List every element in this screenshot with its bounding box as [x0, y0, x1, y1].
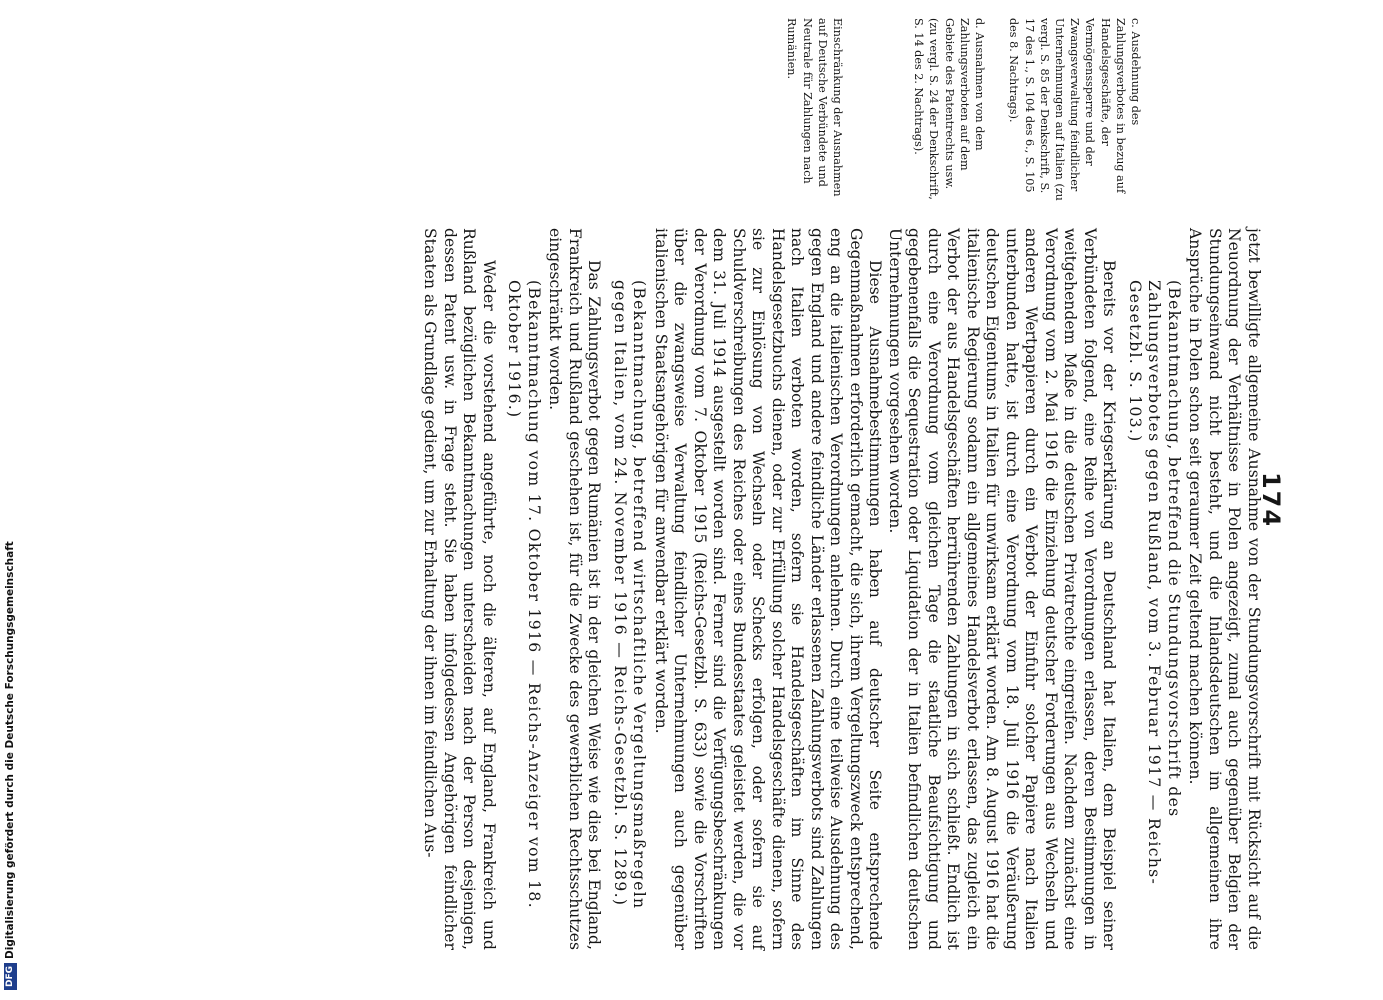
citation-italien: (Bekanntmachung, betreffend wirtschaftliche Vergeltungsmaßregeln gegen Italien, vom 24. November 1916 — Reichs-Gesetzbl. S. 1289.) — [611, 280, 649, 910]
paragraph-gegenmassnahmen: Diese Ausnahmebestimmungen haben auf deutscher Seite entsprechende Gegenmaßnahmen erforderlich gemacht, die sich, ihrem Vergeltungszweck entsprechend, eng an die italienischen Verordnungen anlehnen. Durch eine teilweise Ausdehnung des gegen England und andere feindliche Länder erlassenen Zahlungsverbots sind Zahlungen nach Italien verboten worden, sofern sie Handelsgeschäften im Sinne des Handelsgesetzbuchs dienen, oder zur Erfüllung solcher Handelsgeschäfte dienen, sofern sie zur Einlösung von Wechseln oder Schecks erfolgen, oder sofern sie auf Schuldverschreibungen des Reiches oder eines Bundesstaates geleistet werden, die vor dem 31. Juli 1914 ausgestellt worden sind. Ferner sind die Verfügungsbeschränkungen der Verordnung vom 7. Oktober 1915 (Reichs-Gesetzbl. S. 633) sowie die Vorschriften über die zwangsweise Verwaltung feindlicher Unternehmungen auch gegenüber italienischen Staatsangehörigen für anwendbar erklärt worden. — [652, 228, 885, 950]
paragraph-rumaenien: Das Zahlungsverbot gegen Rumänien ist in der gleichen Weise wie dies bei England, Frankreich und Rußland geschehen ist, für die Zwecke des gewerblichen Rechtsschutzes eingeschränkt worden. — [546, 228, 604, 950]
margin-note-d: d. Ausnahmen von dem Zahlungsverboten auf dem Gebiete des Patentrechts usw. (zu vergl. S. 24 der Denkschrift, S. 14 des 2. Nachtrags). — [912, 18, 986, 200]
paragraph-patent: Weder die vorstehend angeführte, noch die älteren, auf England, Frankreich und Rußland bezüglichen Bekanntmachungen unterscheiden nach der Person desjenigen, dessen Patent usw. in Frage steht. Sie haben infolgedessen Angehörigen feindlicher Staaten als Grundlage gedient, um zur Erhaltung der ihnen im feindlichen Aus- — [421, 228, 498, 950]
paragraph-italien-verordnungen: Bereits vor der Kriegserklärung an Deutschland hat Italien, dem Beispiel seiner Verbündeten folgend, eine Reihe von Verordnungen erlassen, deren Bestimmungen in weitgehendem Maße in die deutschen Privatrechte eingreifen. Nachdem zunächst eine Verordnung vom 2. Mai 1916 die Einziehung deutscher Forderungen aus Wechseln und anderen Wertpapieren durch ein Verbot der Einfuhr solcher Papiere nach Italien unterbunden hatte, ist durch eine Verordnung vom 18. Juli 1916 die Veräußerung deutschen Eigentums in Italien für unwirksam erklärt worden. Am 8. August 1916 hat die italienische Regierung sodann ein allgemeines Handelsverbot erlassen, das zugleich ein Verbot der aus Handelsgeschäften herrührenden Zahlungen in sich schließt. Endlich ist durch eine Verordnung vom gleichen Tage die staatliche Beaufsichtigung und gegebenenfalls die Sequestration oder Liquidation der in Italien befindlichen deutschen Unternehmungen vorgesehen worden. — [886, 228, 1119, 950]
margin-note-c: c. Ausdehnung des Zahlungsverbotes in bezug auf Handelsgeschäfte, der Vermögenssperre und der Zwangsverwaltung feindlicher Unternehmungen auf Italien (zu vergl. S. 85 der Denkschrift, S. 17 des 1., S. 104 des 6., S. 105 des 8. Nachtrags). — [1007, 18, 1142, 201]
paragraph-polen: jetzt bewilligte allgemeine Ausnahme von der Stundungsvorschrift mit Rücksicht auf die Neuordnung der Verhältnisse in Polen angezeigt, zumal auch gegenüber Belgien der Stundungseinwand nicht besteht, und die Inlandsdeutschen im allgemeinen ihre Ansprüche in Polen schon seit geraumer Zeit geltend machen können. — [1186, 228, 1263, 950]
margin-note-rumaenien: Einschränkung der Ausnahmen auf Deutsche Verbündete und Neutrale für Zahlungen nach Rumänien. — [785, 18, 844, 197]
page-number: 174 — [1257, 471, 1285, 529]
citation-reichsanzeiger: (Bekanntmachung vom 17. Oktober 1916 — Reichs-Anzeiger vom 18. Oktober 1916.) — [505, 280, 543, 909]
credit-text: Digitalisierung gefördert durch die Deutsche Forschungsgemeinschaft — [4, 541, 16, 959]
citation-russland: (Bekanntmachung, betreffend die Stundungsvorschrift des Zahlungsverbotes gegen Rußland, vom 3. Februar 1917 — Reichs-Gesetzbl. S. 103.) — [1126, 280, 1183, 886]
dfg-logo: DFG — [4, 963, 17, 990]
main-text-column — [420, 228, 1263, 950]
